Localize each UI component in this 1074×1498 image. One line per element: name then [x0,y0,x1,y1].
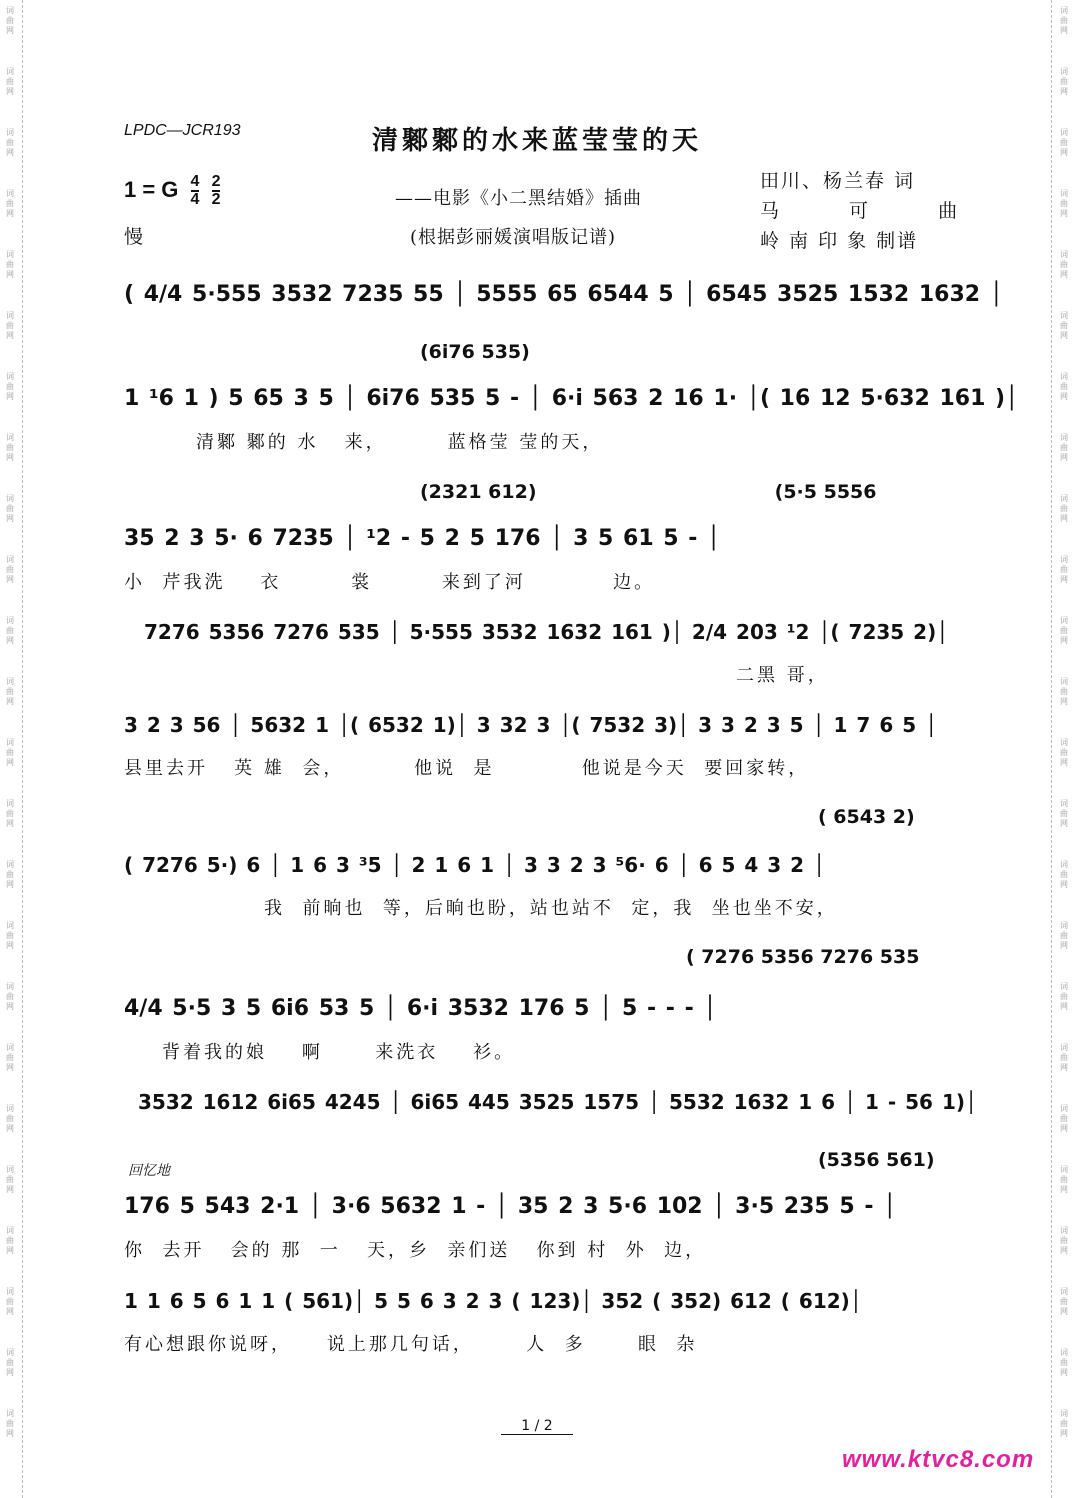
watermark-glyphs: 词 曲 网 [6,555,14,584]
watermark-glyphs: 词 曲 网 [1060,1226,1068,1255]
lyrics-line-3: 小 芹我洗 衣 裳 来到了河 边。 [124,572,656,593]
annotation-line-9: (5356 561) [818,1149,935,1171]
watermark-glyphs: 词 曲 网 [6,677,14,706]
watermark-glyphs: 词 曲 网 [6,67,14,96]
watermark-glyphs: 词 曲 网 [6,311,14,340]
watermark-glyphs: 词 曲 网 [6,433,14,462]
watermark-glyphs: 词 曲 网 [1060,860,1068,889]
watermark-glyphs: 词 曲 网 [1060,1287,1068,1316]
watermark-glyphs: 词 曲 网 [6,1043,14,1072]
watermark-glyphs: 词 曲 网 [6,860,14,889]
watermark-glyphs: 词 曲 网 [1060,372,1068,401]
watermark-glyphs: 词 曲 网 [1060,677,1068,706]
watermark-glyphs: 词 曲 网 [6,799,14,828]
watermark-glyphs: 词 曲 网 [6,738,14,767]
watermark-glyphs: 词 曲 网 [1060,1165,1068,1194]
watermark-glyphs: 词 曲 网 [1060,1409,1068,1438]
watermark-glyphs: 词 曲 网 [1060,311,1068,340]
watermark-glyphs: 词 曲 网 [1060,982,1068,1011]
watermark-glyphs: 词 曲 网 [6,189,14,218]
watermark-glyphs: 词 曲 网 [6,1226,14,1255]
lyrics-line-4: 二黑 哥， [736,665,829,686]
website-logo[interactable]: www.ktvc8.com [842,1446,1035,1473]
tempo-marking: 慢 [124,226,144,248]
watermark-glyphs: 词 曲 网 [1060,1043,1068,1072]
notation-line-8: 3532 1612 6i65 4245 │ 6i65 445 3525 1575 │ 5532 1632 1 6 │ 1 - 56 1)│ [138,1090,978,1114]
notation-line-5: 3 2 3 56 │ 5632 1 │( 6532 1)│ 3 32 3 │( 7532 3)│ 3 3 2 3 5 │ 1 7 6 5 │ [124,713,938,737]
lyrics-line-6: 我 前晌也 等，后晌也盼，站也站不 定，我 坐也坐不安， [264,898,838,919]
composer-credit: 马 可 曲 [760,200,960,222]
expression-cue: 回忆地 [128,1162,170,1178]
lyrics-line-9: 你 去开 会的 那 一 天，乡 亲们送 你到 村 外 边， [124,1240,707,1261]
lyricist-credit: 田川、杨兰春 词 [760,170,916,192]
key-signature [124,174,220,208]
watermark-glyphs: 词 曲 网 [1060,921,1068,950]
notation-line-1: ( 4/4 5·555 3532 7235 55 │ 5555 65 6544 5 │ 6545 3525 1532 1632 │ [124,282,1003,307]
watermark-glyphs: 词 曲 网 [1060,67,1068,96]
notation-line-4: 7276 5356 7276 535 │ 5·555 3532 1632 161 )│ 2/4 203 ¹2 │( 7235 2)│ [144,620,949,644]
time-signature-2: $\frac{2}{2}$ [211,173,221,208]
annotation-line-3: (2321 612) (5·5 5556 [420,481,877,503]
watermark-glyphs: 词 曲 网 [6,128,14,157]
watermark-glyphs: 词 曲 网 [1060,799,1068,828]
watermark-glyphs: 词 曲 网 [6,616,14,645]
watermark-glyphs: 词 曲 网 [6,1287,14,1316]
watermark-glyphs: 词 曲 网 [1060,250,1068,279]
watermark-glyphs: 词 曲 网 [1060,128,1068,157]
notation-line-10: 1 1 6 5 6 1 1 ( 561)│ 5 5 6 3 2 3 ( 123)│ 352 ( 352) 612 ( 612)│ [124,1289,862,1313]
notation-line-7: 4/4 5·5 3 5 6i6 53 5 │ 6·i 3532 176 5 │ 5 - - - │ [124,996,717,1021]
watermark-glyphs: 词 曲 网 [6,372,14,401]
watermark-glyphs: 词 曲 网 [1060,555,1068,584]
page-number: 1 / 2 [0,1418,1074,1435]
notation-line-3: 35 2 3 5· 6 7235 │ ¹2 - 5 2 5 176 │ 3 5 61 5 - │ [124,526,721,551]
watermark-glyphs: 词 曲 网 [1060,1348,1068,1377]
annotation-line-6: ( 6543 2) [818,806,915,828]
watermark-glyphs: 词 曲 网 [6,982,14,1011]
notation-line-9: 176 5 543 2·1 │ 3·6 5632 1 - │ 35 2 3 5·6 102 │ 3·5 235 5 - │ [124,1194,897,1219]
subtitle: ——电影《小二黑结婚》插曲 [395,188,642,209]
watermark-glyphs: 词 曲 网 [6,250,14,279]
lyrics-line-2: 清鄹 鄹的 水 来， 蓝格莹 莹的天， [196,432,604,453]
time-signature-1: $\frac{4}{4}$ [190,173,200,208]
lyrics-line-7: 背着我的娘 啊 来洗衣 衫。 [162,1042,516,1063]
watermark-glyphs: 词 曲 网 [1060,6,1068,35]
watermark-glyphs: 词 曲 网 [1060,616,1068,645]
notation-line-2: 1 ¹6 1 ) 5 65 3 5 │ 6i76 535 5 - │ 6·i 563 2 16 1· │( 16 12 5·632 161 )│ [124,386,1019,411]
watermark-glyphs: 词 曲 网 [6,1104,14,1133]
document-code: LPDC—JCR193 [124,122,241,139]
watermark-glyphs: 词 曲 网 [6,1348,14,1377]
annotation-line-7: ( 7276 5356 7276 535 [686,946,920,968]
watermark-glyphs: 词 曲 网 [6,494,14,523]
lyrics-line-10: 有心想跟你说呀， 说上那几句话， 人 多 眼 杂 [124,1334,698,1355]
source-note: (根据彭丽媛演唱版记谱) [410,227,617,248]
watermark-glyphs: 词 曲 网 [6,921,14,950]
watermark-glyphs: 词 曲 网 [1060,494,1068,523]
arranger-credit: 岭 南 印 象 制谱 [760,230,919,252]
watermark-glyphs: 词 曲 网 [1060,189,1068,218]
watermark-glyphs: 词 曲 网 [6,1409,14,1438]
song-title: 清鄹鄹的水来蓝莹莹的天 [371,126,702,156]
watermark-glyphs: 词 曲 网 [6,1165,14,1194]
lyrics-line-5: 县里去开 英 雄 会， 他说 是 他说是今天 要回家转， [124,758,810,779]
watermark-glyphs: 词 曲 网 [1060,1104,1068,1133]
watermark-glyphs: 词 曲 网 [1060,738,1068,767]
watermark-glyphs: 词 曲 网 [6,6,14,35]
annotation-line-2: (6i76 535) [420,341,530,363]
key-label: 1 = G [124,176,179,202]
watermark-glyphs: 词 曲 网 [1060,433,1068,462]
notation-line-6: ( 7276 5·) 6 │ 1 6 3 ³5 │ 2 1 6 1 │ 3 3 2 3 ⁵6· 6 │ 6 5 4 3 2 │ [124,853,826,877]
